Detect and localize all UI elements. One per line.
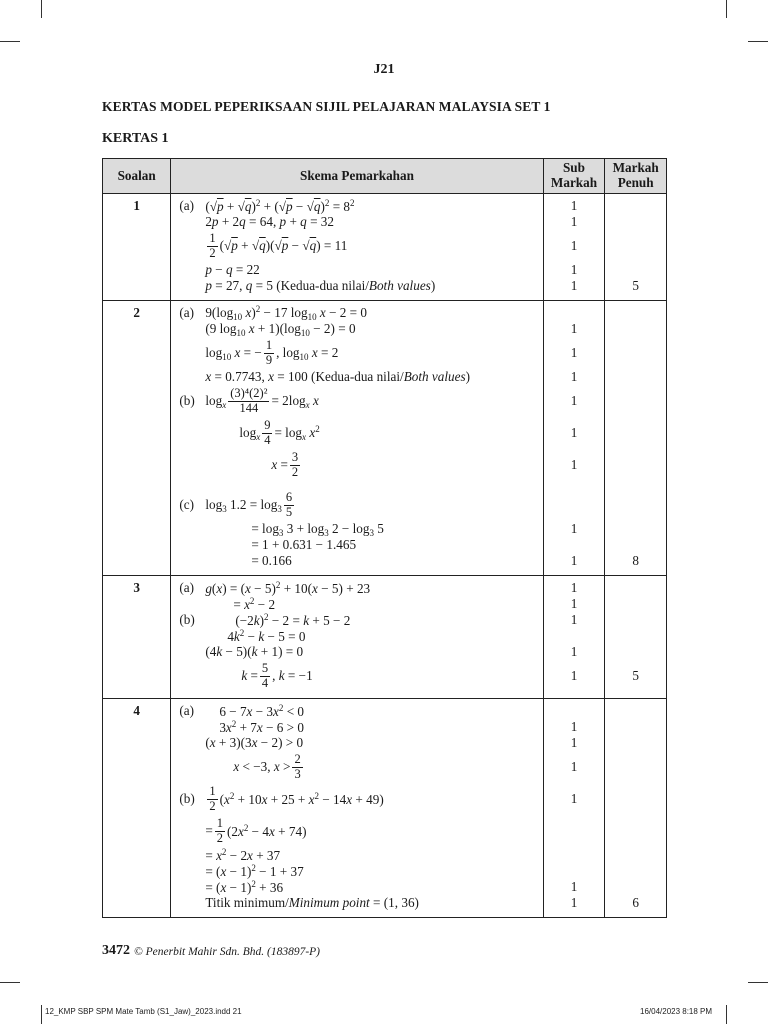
crop-mark bbox=[748, 982, 768, 983]
column-header-sub-mark: Sub Markah bbox=[543, 159, 605, 194]
question-number: 1 bbox=[103, 194, 171, 301]
page-code: J21 bbox=[373, 62, 395, 77]
document-title: KERTAS MODEL PEPERIKSAAN SIJIL PELAJARAN MALAYSIA SET 1 bbox=[102, 99, 551, 114]
working-q3: (a) $g(x) = (x - 5)^2 + 10(x - 5) + 23$ = $x^2 - 2$ (b) $(-2k)^2 - 2 = k + 5 - 2$ $4k^2 - k - 5 = 0$ (4k − 5)(k + 1) = 0 k = $\frac{5}{4}$ , k = −1 bbox=[171, 576, 543, 699]
working-q2: (a) $9(\log_{10}$ x)$^2$ − 17 $\log_{10} x - 2 = 0$ (9 $\log_{10} x + 1)(\log_{10} - 2) = 0$ $\log_{10} x$ = − $\frac{1}{9}$ , $\log_{10} x = 2$ x = 0.7743, x = 100 (Kedua-dua nilai/Both values) (b) $\log_x$ $\frac{\text{(3)⁴(2)²}}{144}$ = $2\log_x$ x $\log_x$ $\frac{9}{4}$ = $\log_x x^2$ x = $\frac{3}{2}$ (c) $\log_3 1.2 = \log_3$ $\frac{6}{5}$ = $\log_3 3 + \log_3 2 - \log_3 5$ = 1 + 0.631 − 1.465 = 0.166 bbox=[171, 301, 543, 576]
column-header-scheme: Skema Pemarkahan bbox=[171, 159, 543, 194]
publisher-credit: © Penerbit Mahir Sdn. Bhd. (183897-P) bbox=[134, 946, 320, 958]
table-header-row bbox=[103, 159, 667, 194]
sub-marks-q3: 1 1 1 1 1 bbox=[543, 576, 605, 699]
paper-title: KERTAS 1 bbox=[102, 131, 169, 146]
marking-scheme-table bbox=[102, 158, 667, 918]
page-number: 3472 bbox=[102, 943, 130, 958]
sub-marks-q1: 1 1 1 1 1 bbox=[543, 194, 605, 301]
full-marks-q2: 8 bbox=[605, 301, 667, 576]
crop-mark bbox=[726, 1005, 727, 1024]
crop-mark bbox=[41, 0, 42, 18]
full-marks-q1: 5 bbox=[605, 194, 667, 301]
table-row-q1 bbox=[103, 194, 667, 301]
question-number: 3 bbox=[103, 576, 171, 699]
table-row-q4 bbox=[103, 699, 667, 918]
column-header-full-mark: Markah Penuh bbox=[605, 159, 667, 194]
table-row-q2 bbox=[103, 301, 667, 576]
print-slug-file: 12_KMP SBP SPM Mate Tamb (S1_Jaw)_2023.indd 21 bbox=[45, 1007, 242, 1016]
column-header-question: Soalan bbox=[103, 159, 171, 194]
sub-marks-q4: 1 1 1 1 1 1 bbox=[543, 699, 605, 918]
crop-mark bbox=[748, 41, 768, 42]
sub-marks-q2: 1 1 1 1 1 1 1 1 bbox=[543, 301, 605, 576]
table-row-q3 bbox=[103, 576, 667, 699]
crop-mark bbox=[41, 1005, 42, 1024]
full-marks-q3: 5 bbox=[605, 576, 667, 699]
crop-mark bbox=[0, 41, 20, 42]
question-number: 4 bbox=[103, 699, 171, 918]
working-q1: (a) $(√p + √q)^2 + (√p - √q)^2 = 8^2$ 2p + 2q = 64, p + q = 32 $\frac{1}{2}$ (√p + √q)(√p − √q) = 11 p − q = 22 p = 27, q = 5 (Kedua-dua nilai/Both values) bbox=[171, 194, 543, 301]
question-number: 2 bbox=[103, 301, 171, 576]
crop-mark bbox=[0, 982, 20, 983]
working-q4: (a) $6 - 7x - 3x^2 < 0$ $3x^2 + 7x - 6 > 0$ (x + 3)(3x − 2) > 0 x < −3, x > $\frac{2}{3}$ (b) $\frac{1}{2}$ $(x^2 + 10x + 25 + x^2 - 14x + 49)$ = $\frac{1}{2}$ $(2x^2 - 4x + 74)$ = $x^2 - 2x + 37$ = $(x - 1)^2 - 1 + 37$ = $(x - 1)^2 + 36$ Titik minimum/Minimum point = (1, 36) bbox=[171, 699, 543, 918]
full-marks-q4: 6 bbox=[605, 699, 667, 918]
print-slug-date: 16/04/2023 8:18 PM bbox=[640, 1007, 713, 1016]
crop-mark bbox=[726, 0, 727, 18]
